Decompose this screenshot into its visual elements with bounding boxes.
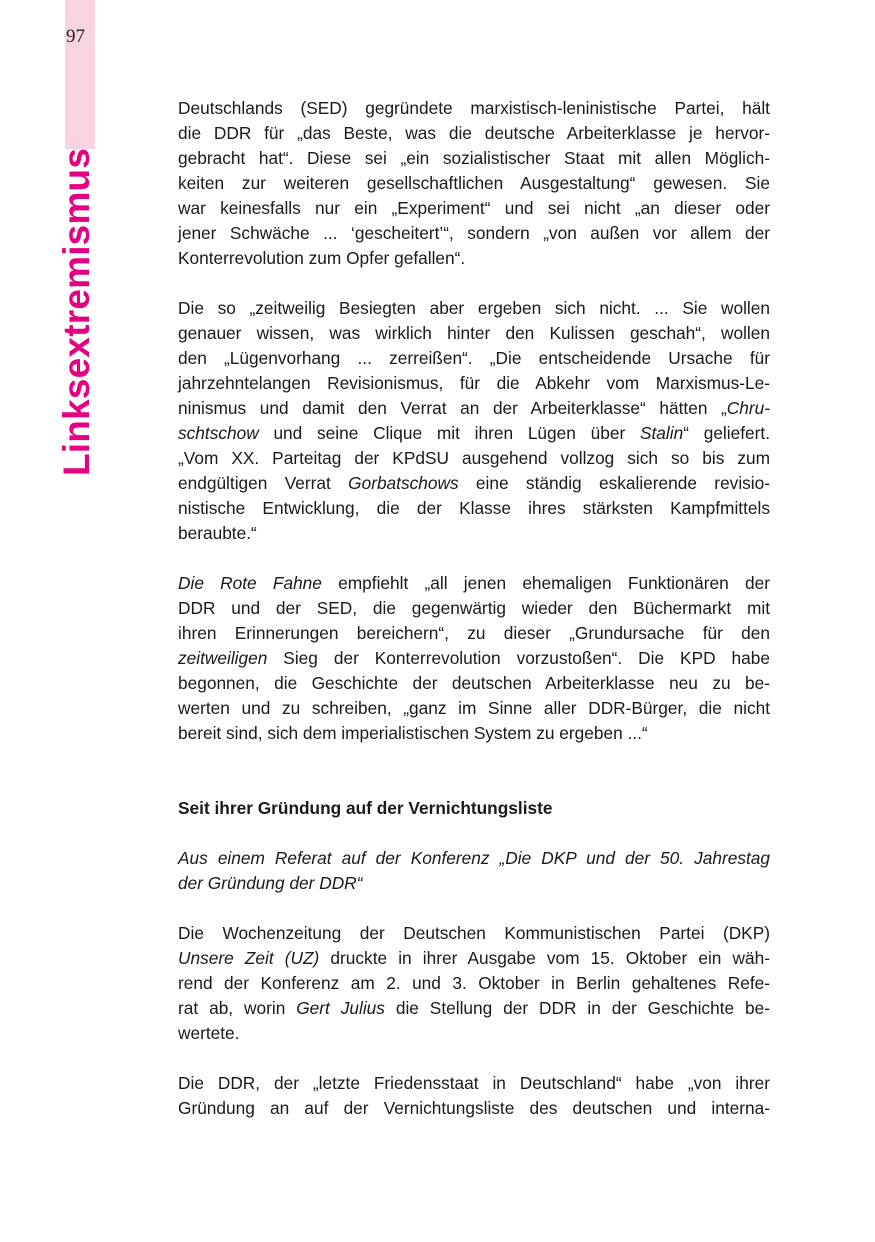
- text-line: Konterrevolution zum Opfer gefallen“.: [178, 248, 466, 268]
- text-line: jener Schwäche ... ‘gescheitert’“, sondern „von außen vor allem der: [178, 223, 770, 243]
- page-content: [178, 96, 770, 1121]
- text-line: Gründung an auf der Vernichtungsliste des deutschen und interna-: [178, 1098, 770, 1118]
- paragraph-5: [178, 1071, 770, 1121]
- paragraph-1: [178, 96, 770, 271]
- text-line: ninismus und damit den Verrat an der Arbeiterklasse“ hätten „Chru-: [178, 398, 770, 418]
- text-line: ihren Erinnerungen bereichern“, zu dieser „Grundursache für den: [178, 623, 770, 643]
- section-heading: Seit ihrer Gründung auf der Vernichtungsliste: [178, 798, 553, 818]
- text-line: nistische Entwicklung, die der Klasse ihres stärksten Kampfmittels: [178, 498, 770, 518]
- text-line: rend der Konferenz am 2. und 3. Oktober in Berlin gehaltenes Refe-: [178, 973, 770, 993]
- text-line: genauer wissen, was wirklich hinter den Kulissen geschah“, wollen: [178, 323, 770, 343]
- text-line: DDR und der SED, die gegenwärtig wieder den Büchermarkt mit: [178, 598, 770, 618]
- text-line: werten und zu schreiben, „ganz im Sinne aller DDR-Bürger, die nicht: [178, 698, 770, 718]
- text-line: Unsere Zeit (UZ) druckte in ihrer Ausgabe vom 15. Oktober ein wäh-: [178, 948, 770, 968]
- text-line: begonnen, die Geschichte der deutschen Arbeiterklasse neu zu be-: [178, 673, 770, 693]
- page-number: 97: [66, 26, 85, 47]
- text-line: der Gründung der DDR“: [178, 873, 363, 893]
- text-line: Die Wochenzeitung der Deutschen Kommunistischen Partei (DKP): [178, 923, 770, 943]
- subtitle: [178, 846, 770, 896]
- text-line: wertete.: [178, 1023, 240, 1043]
- text-line: schtschow und seine Clique mit ihren Lügen über Stalin“ geliefert.: [178, 423, 770, 443]
- text-line: den „Lügenvorhang ... zerreißen“. „Die entscheidende Ursache für: [178, 348, 770, 368]
- paragraph-4: [178, 921, 770, 1046]
- text-line: war keinesfalls nur ein „Experiment“ und sei nicht „an dieser oder: [178, 198, 770, 218]
- side-tab-band: [65, 0, 95, 149]
- text-line: Die so „zeitweilig Besiegten aber ergeben sich nicht. ... Sie wollen: [178, 298, 770, 318]
- text-line: Die DDR, der „letzte Friedensstaat in Deutschland“ habe „von ihrer: [178, 1073, 770, 1093]
- paragraph-3: [178, 571, 770, 746]
- text-line: gebracht hat“. Diese sei „ein sozialistischer Staat mit allen Möglich-: [178, 148, 770, 168]
- text-line: jahrzehntelangen Revisionismus, für die Abkehr vom Marxismus-Le-: [178, 373, 770, 393]
- text-line: beraubte.“: [178, 523, 257, 543]
- paragraph-2: [178, 296, 770, 546]
- text-line: Die Rote Fahne empfiehlt „all jenen ehemaligen Funktionären der: [178, 573, 770, 593]
- text-line: zeitweiligen Sieg der Konterrevolution vorzustoßen“. Die KPD habe: [178, 648, 770, 668]
- text-line: Aus einem Referat auf der Konferenz „Die DKP und der 50. Jahrestag: [178, 848, 770, 868]
- text-line: bereit sind, sich dem imperialistischen System zu ergeben ...“: [178, 723, 648, 743]
- text-line: rat ab, worin Gert Julius die Stellung der DDR in der Geschichte be-: [178, 998, 770, 1018]
- text-line: „Vom XX. Parteitag der KPdSU ausgehend vollzog sich so bis zum: [178, 448, 770, 468]
- section-label: Linksextremismus: [56, 147, 97, 476]
- text-line: keiten zur weiteren gesellschaftlichen Ausgestaltung“ gewesen. Sie: [178, 173, 770, 193]
- text-line: die DDR für „das Beste, was die deutsche Arbeiterklasse je hervor-: [178, 123, 770, 143]
- text-line: endgültigen Verrat Gorbatschows eine ständig eskalierende revisio-: [178, 473, 770, 493]
- text-line: Deutschlands (SED) gegründete marxistisch-leninistische Partei, hält: [178, 98, 770, 118]
